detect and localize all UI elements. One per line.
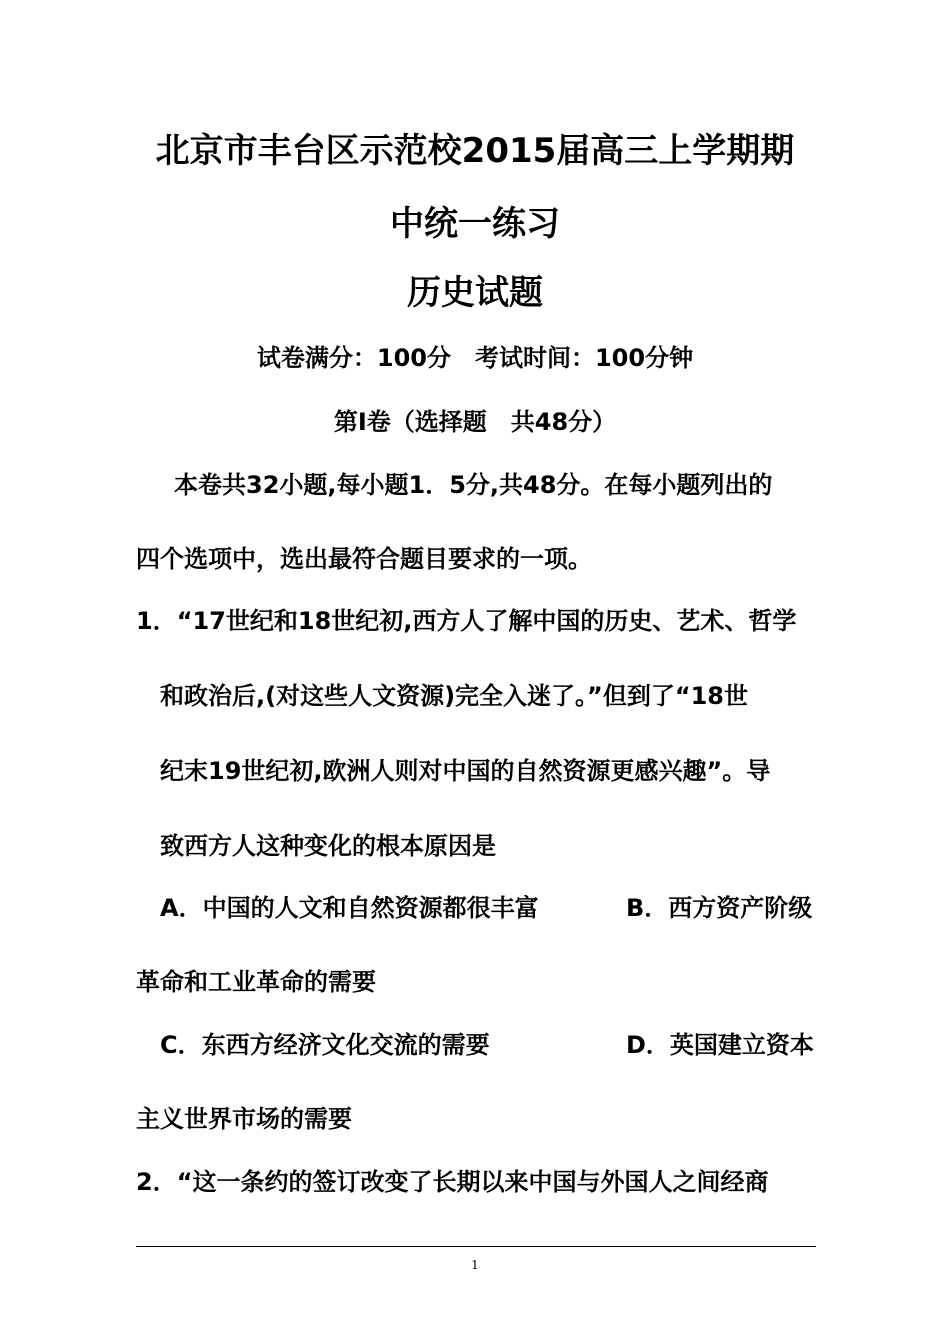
question-1-option-b-continued: 革命和工业革命的需要 <box>136 968 376 996</box>
question-1-line-4: 致西方人这种变化的根本原因是 <box>160 832 496 860</box>
exam-info: 试卷满分：100分 考试时间：100分钟 <box>256 344 694 372</box>
question-1-option-a: A．中国的人文和自然资源都很丰富 <box>160 894 539 922</box>
question-1-line-2: 和政治后,(对这些人文资源)完全入迷了。”但到了“18世 <box>160 682 748 710</box>
subject-title: 历史试题 <box>407 273 543 313</box>
question-1-option-b: B．西方资产阶级 <box>626 894 813 922</box>
question-1-option-d-continued: 主义世界市场的需要 <box>136 1105 352 1133</box>
question-1-line-3: 纪末19世纪初,欧洲人则对中国的自然资源更感兴趣”。导 <box>160 757 771 785</box>
question-1-option-d: D．英国建立资本 <box>626 1031 814 1059</box>
footer-divider <box>136 1246 816 1247</box>
instructions-line-1: 本卷共32小题,每小题1．5分,共48分。在每小题列出的 <box>174 471 773 499</box>
question-1-line-1: 1．“17世纪和18世纪初,西方人了解中国的历史、艺术、哲学 <box>136 607 797 635</box>
section-title: 第Ⅰ卷（选择题 共48分） <box>333 408 617 436</box>
instructions-line-2: 四个选项中，选出最符合题目要求的一项。 <box>136 545 592 573</box>
document-title-line-2: 中统一练习 <box>390 204 560 244</box>
document-title-line-1: 北京市丰台区示范校2015届高三上学期期 <box>155 131 795 171</box>
question-1-option-c: C．东西方经济文化交流的需要 <box>160 1031 490 1059</box>
question-2-line-1: 2．“这一条约的签订改变了长期以来中国与外国人之间经商 <box>136 1168 769 1196</box>
page-number: 1 <box>471 1258 479 1272</box>
